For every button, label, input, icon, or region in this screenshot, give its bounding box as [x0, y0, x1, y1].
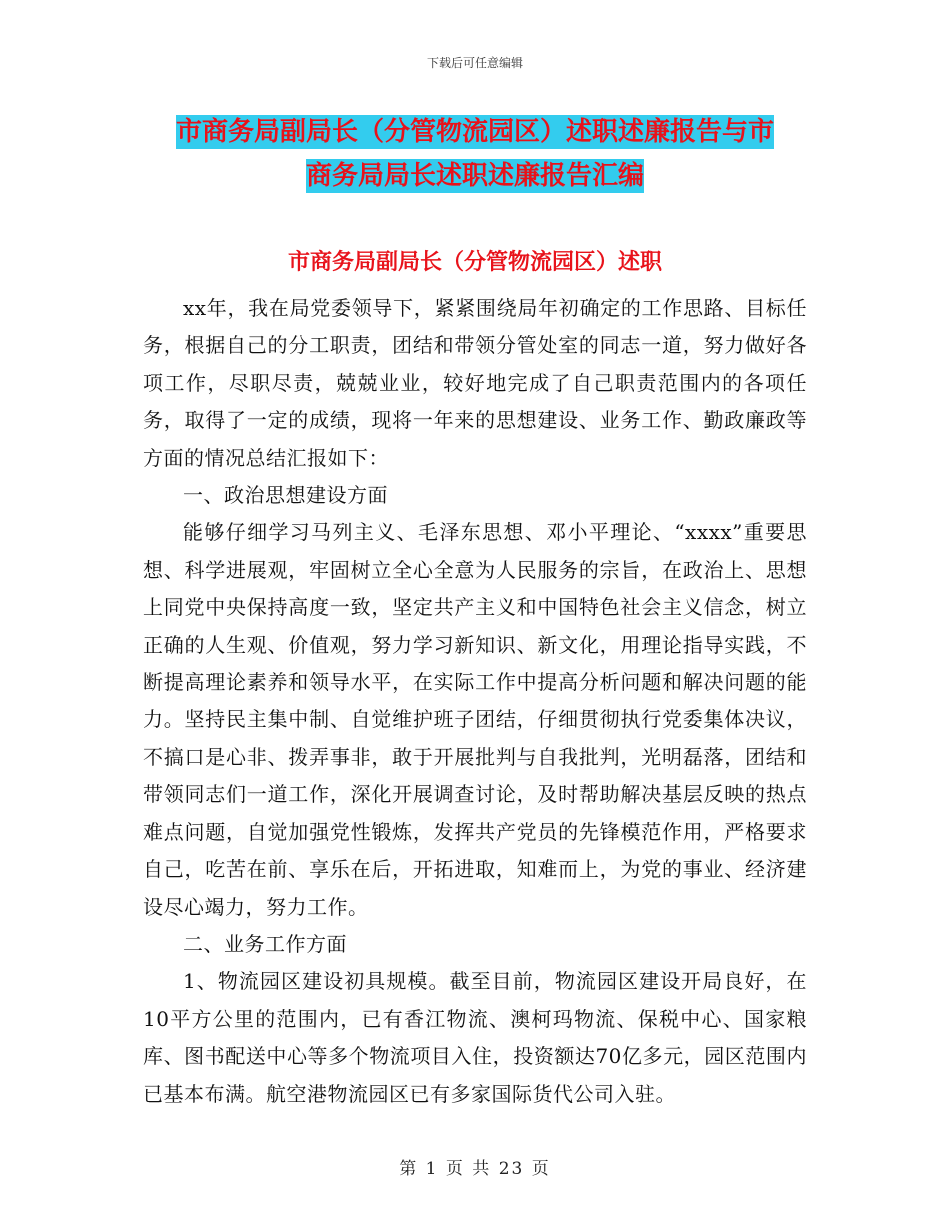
heading-business: 二、业务工作方面: [183, 931, 347, 956]
section-title: 市商务局副局长（分管物流园区）述职: [287, 250, 662, 275]
document-title-text-2: 商务局局长述职述廉报告汇编: [305, 161, 644, 191]
document-title-text-1: 市商务局副局长（分管物流园区）述职述廉报告与市: [175, 117, 774, 147]
paragraph-intro: xx年，我在局党委领导下，紧紧围绕局年初确定的工作思路、目标任务，根据自己的分工职责，团结和带领分管处室的同志一道，努力做好各项工作，尽职尽责，兢兢业业，较好地完成了自己职责范围内的各项任务，取得了一定的成绩，现将一年来的思想建设、业务工作、勤政廉政等方面的情况总结汇报如下：: [143, 296, 807, 470]
heading-political: 一、政治思想建设方面: [183, 483, 388, 508]
paragraph-logistics: 1、物流园区建设初具规模。截至目前，物流园区建设开局良好，在10平方公里的范围内，已有香江物流、澳柯玛物流、保税中心、国家粮库、图书配送中心等多个物流项目入住，投资额达70亿多元，园区范围内已基本布满。航空港物流园区已有多家国际货代公司入驻。: [143, 969, 807, 1106]
document-title-line-2: [0, 150, 950, 202]
header-note: 下载后可任意编辑: [426, 56, 523, 70]
paragraph-political: 能够仔细学习马列主义、毛泽东思想、邓小平理论、“xxxx”重要思想、科学进展观，牢固树立全心全意为人民服务的宗旨，在政治上、思想上同党中央保持高度一致，坚定共产主义和中国特色社会主义信念，树立正确的人生观、价值观，努力学习新知识、新文化，用理论指导实践，不断提高理论素养和领导水平，在实际工作中提高分析问题和解决问题的能力。坚持民主集中制、自觉维护班子团结，仔细贯彻执行党委集体决议，不搞口是心非、拨弄事非，敢于开展批判与自我批判，光明磊落，团结和带领同志们一道工作，深化开展调查讨论，及时帮助解决基层反映的热点难点问题，自觉加强党性锻炼，发挥共产党员的先锋模范作用，严格要求自己，吃苦在前、享乐在后，开拓进取，知难而上，为党的事业、经济建设尽心竭力，努力工作。: [143, 520, 807, 919]
document-body: [143, 290, 807, 1113]
page-footer: 第 1 页 共 23 页: [399, 1159, 551, 1179]
